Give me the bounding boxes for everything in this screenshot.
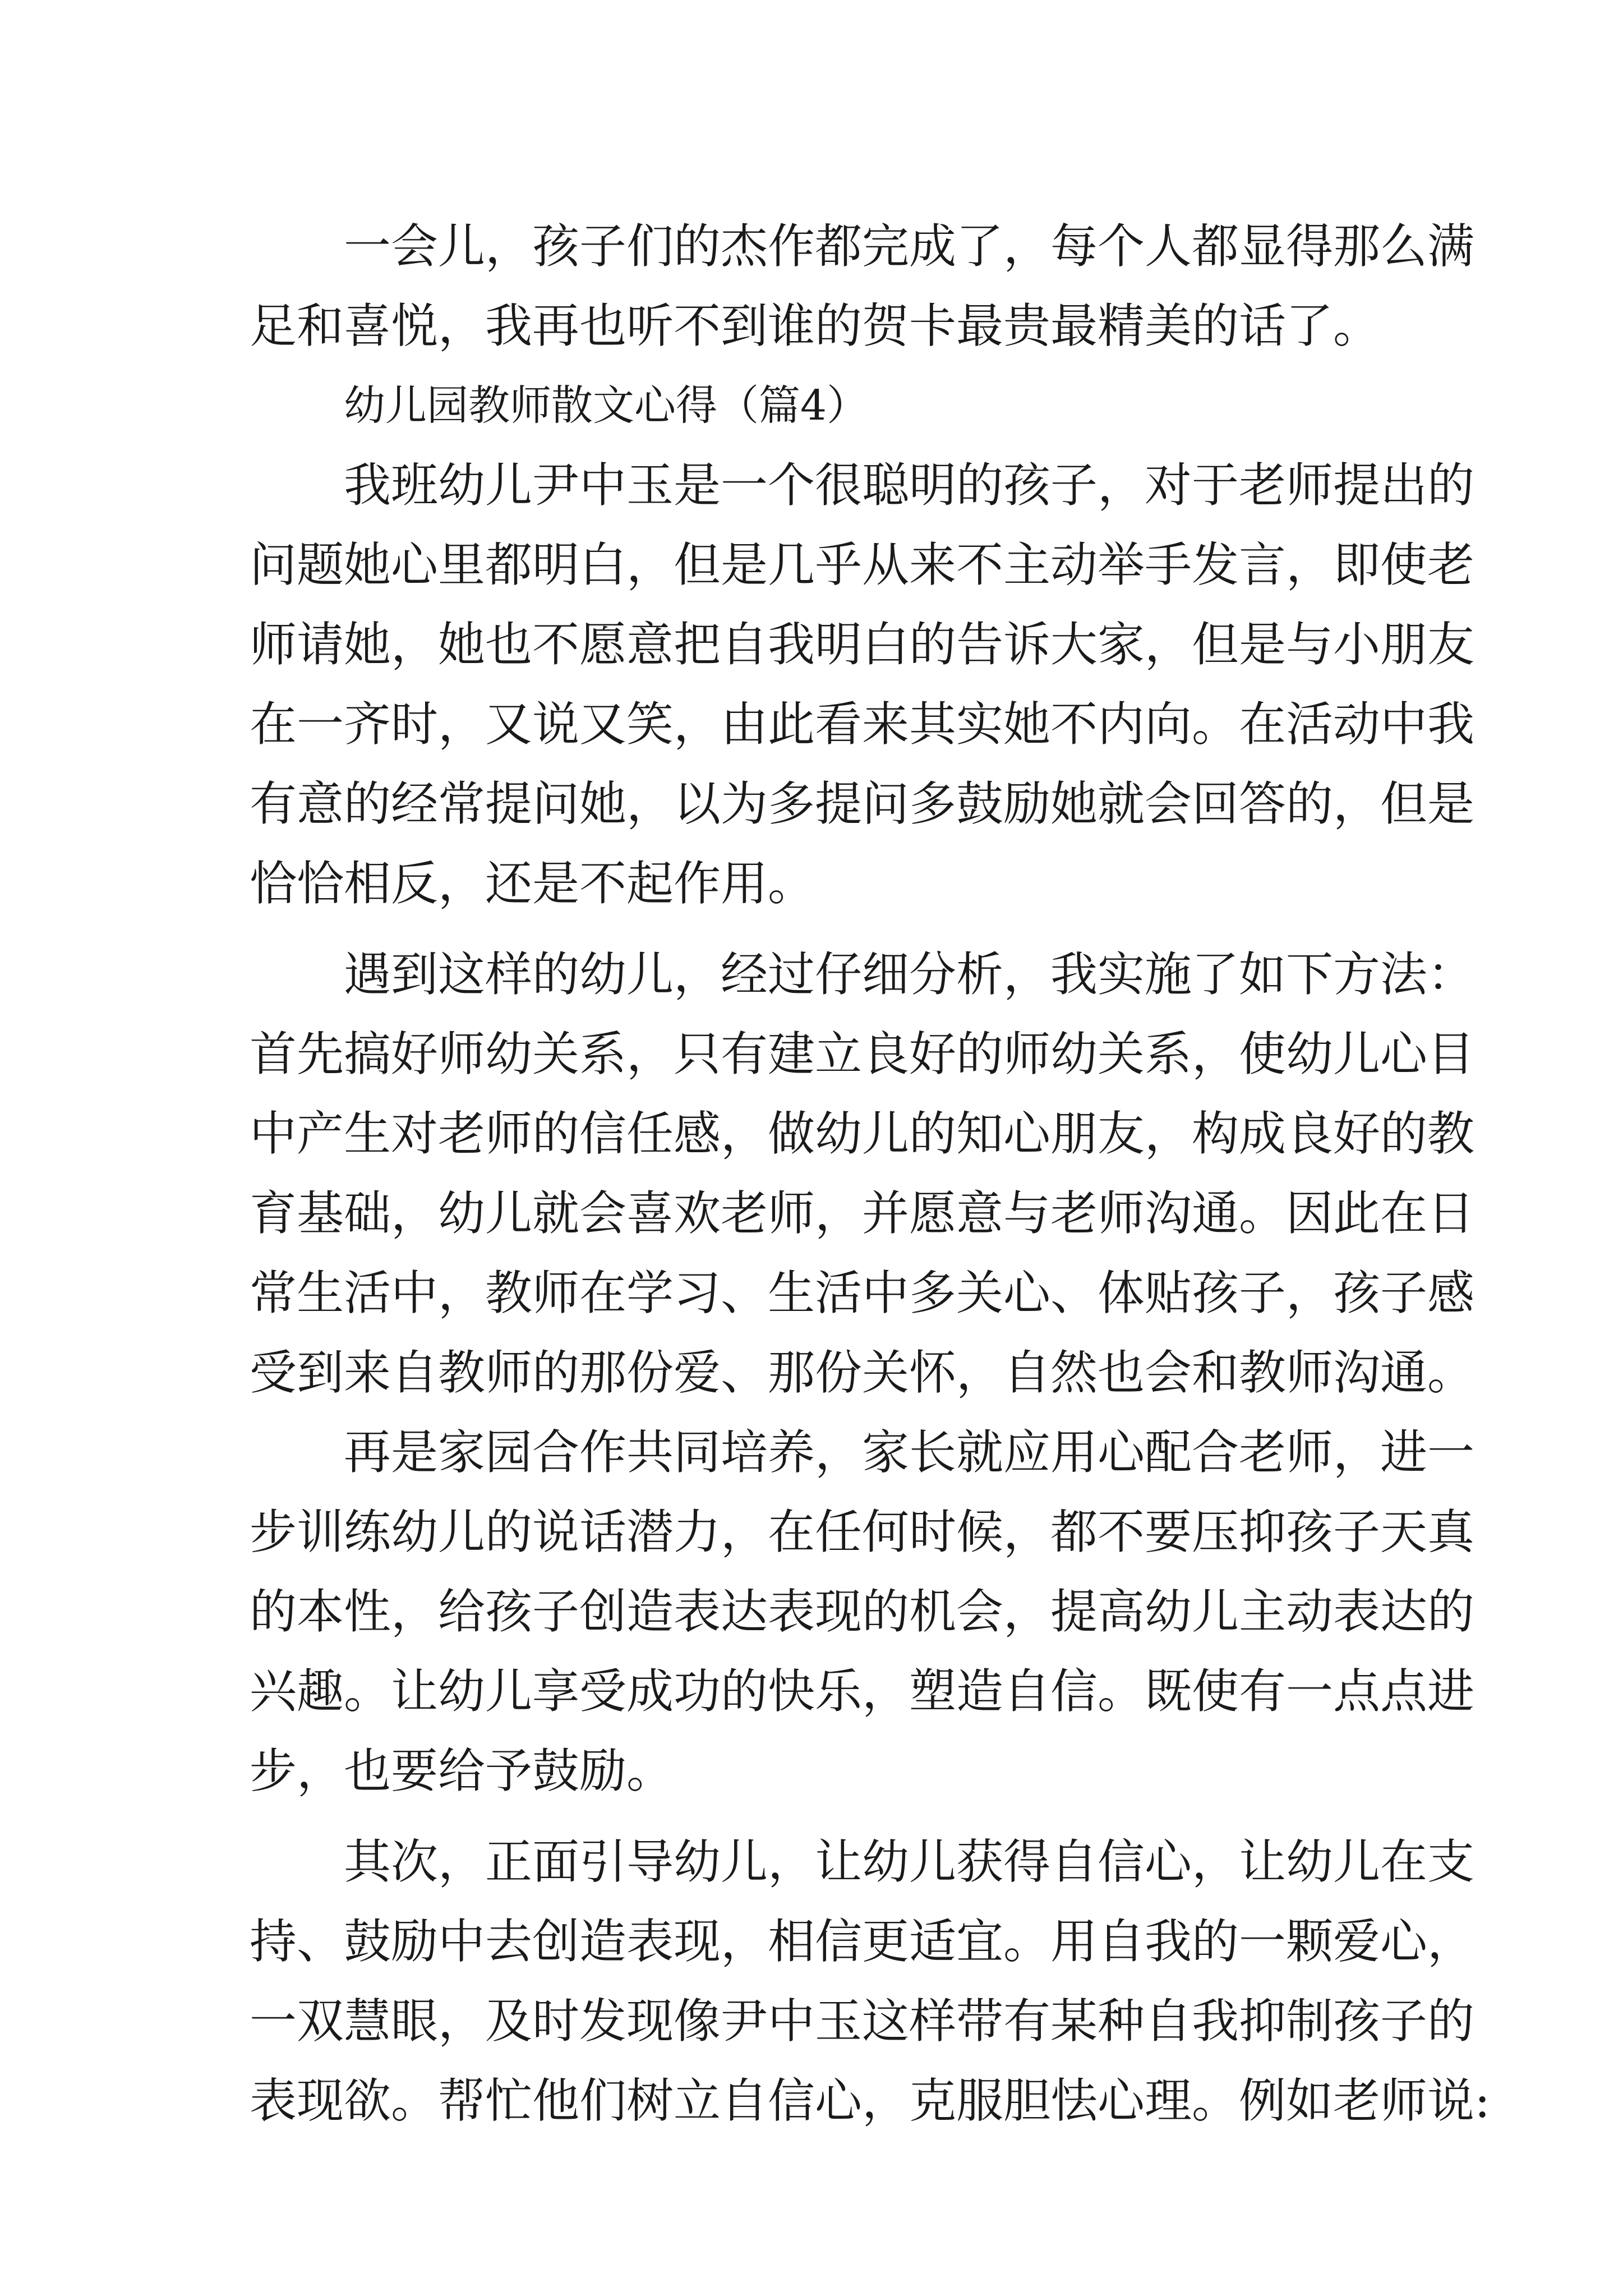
paragraph-line: 一双慧眼，及时发现像尹中玉这样带有某种自我抑制孩子的 <box>250 1994 1475 2049</box>
paragraph-line: 有意的经常提问她，以为多提问多鼓励她就会回答的，但是 <box>250 776 1475 831</box>
paragraph-line: 育基础，幼儿就会喜欢老师，并愿意与老师沟通。因此在日 <box>250 1186 1475 1241</box>
paragraph-line: 遇到这样的幼儿，经过仔细分析，我实施了如下方法： <box>344 947 1475 1002</box>
paragraph-line: 常生活中，教师在学习、生活中多关心、体贴孩子，孩子感 <box>250 1266 1475 1320</box>
paragraph-line: 首先搞好师幼关系，只有建立良好的师幼关系，使幼儿心目 <box>250 1027 1475 1082</box>
paragraph-line: 表现欲。帮忙他们树立自信心，克服胆怯心理。例如老师说: <box>250 2073 1491 2128</box>
paragraph-line: 我班幼儿尹中玉是一个很聪明的孩子，对于老师提出的 <box>344 458 1475 513</box>
paragraph-line: 师请她，她也不愿意把自我明白的告诉大家，但是与小朋友 <box>250 617 1475 672</box>
paragraph-line: 在一齐时，又说又笑，由此看来其实她不内向。在活动中我 <box>250 697 1475 752</box>
paragraph-line: 的本性，给孩子创造表达表现的机会，提高幼儿主动表达的 <box>250 1584 1475 1639</box>
paragraph-line: 足和喜悦，我再也听不到谁的贺卡最贵最精美的话了。 <box>250 298 1381 353</box>
paragraph-line: 步，也要给予鼓励。 <box>250 1743 674 1798</box>
paragraph-line: 步训练幼儿的说话潜力，在任何时候，都不要压抑孩子天真 <box>250 1504 1475 1559</box>
paragraph-line: 再是家园合作共同培养，家长就应用心配合老师，进一 <box>344 1425 1475 1480</box>
paragraph-line: 问题她心里都明白，但是几乎从来不主动举手发言，即使老 <box>250 537 1475 592</box>
paragraph-line: 其次，正面引导幼儿，让幼儿获得自信心，让幼儿在支 <box>344 1834 1475 1889</box>
paragraph-line: 中产生对老师的信任感，做幼儿的知心朋友，构成良好的教 <box>250 1106 1475 1161</box>
paragraph-line: 一会儿，孩子们的杰作都完成了，每个人都显得那么满 <box>344 219 1475 274</box>
paragraph-line: 受到来自教师的那份爱、那份关怀，自然也会和教师沟通。 <box>250 1345 1475 1400</box>
paragraph-line: 持、鼓励中去创造表现，相信更适宜。用自我的一颗爱心， <box>250 1914 1475 1969</box>
paragraph-line: 兴趣。让幼儿享受成功的快乐，塑造自信。既使有一点点进 <box>250 1664 1475 1719</box>
paragraph-line: 恰恰相反，还是不起作用。 <box>250 856 815 911</box>
document-body <box>250 206 1491 2141</box>
section-heading: 幼儿园教师散文心得（篇4） <box>344 381 869 430</box>
